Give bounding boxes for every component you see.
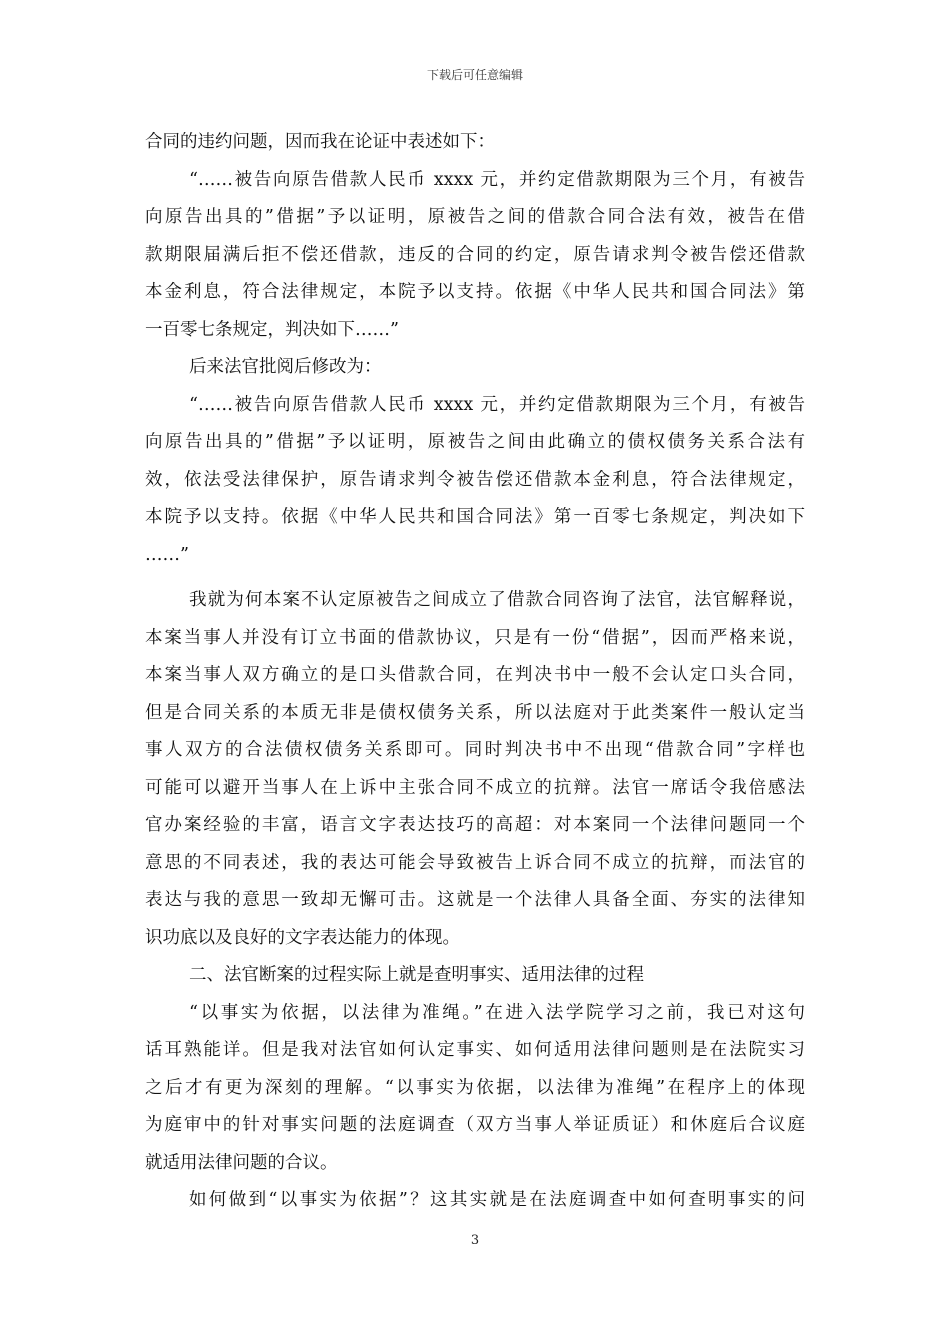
- quote-line: 效，依法受法律保护，原告请求判令被告偿还借款本金利息，符合法律规定，: [145, 469, 805, 490]
- paragraph-line: “以事实为依据，以法律为准绳。”在进入法学院学习之前，我已对这句: [189, 1002, 805, 1023]
- quote-line: ……”: [145, 544, 189, 565]
- paragraph-line: 本案当事人并没有订立书面的借款协议，只是有一份“借据”，因而严格来说，: [145, 627, 805, 648]
- paragraph-line: 为庭审中的针对事实问题的法庭调查（双方当事人举证质证）和休庭后合议庭: [145, 1115, 805, 1135]
- paragraph-line: 可能可以避开当事人在上诉中主张合同不成立的抗辩。法官一席话令我倍感法: [145, 777, 805, 798]
- text-line: 后来法官批阅后修改为：: [189, 357, 382, 377]
- document-body: [145, 124, 805, 1220]
- quote-line: 本金利息，符合法律规定，本院予以支持。依据《中华人民共和国合同法》第: [145, 282, 805, 302]
- text-line: 合同的违约问题，因而我在论证中表述如下：: [145, 132, 495, 152]
- paragraph-line: 官办案经验的丰富，语言文字表达技巧的高超：对本案同一个法律问题同一个: [145, 815, 805, 835]
- paragraph-line: 识功底以及良好的文字表达能力的体现。: [145, 927, 460, 948]
- paragraph-line: 表达与我的意思一致却无懈可击。这就是一个法律人具备全面、夯实的法律知: [145, 890, 805, 910]
- paragraph-line: 意思的不同表述，我的表达可能会导致被告上诉合同不成立的抗辩，而法官的: [145, 852, 805, 873]
- paragraph-line: 本案当事人双方确立的是口头借款合同，在判决书中一般不会认定口头合同，: [145, 665, 805, 685]
- paragraph-spacer: [145, 574, 805, 582]
- quote-line: “……被告向原告借款人民币 xxxx 元，并约定借款期限为三个月，有被告: [189, 394, 805, 415]
- quote-line: 一百零七条规定，判决如下……”: [145, 319, 399, 340]
- paragraph-line: 话耳熟能详。但是我对法官如何认定事实、如何适用法律问题则是在法院实习: [145, 1040, 805, 1060]
- paragraph-line: 我就为何本案不认定原被告之间成立了借款合同咨询了法官，法官解释说，: [189, 590, 805, 610]
- quote-line: “……被告向原告借款人民币 xxxx 元，并约定借款期限为三个月，有被告: [189, 169, 805, 190]
- paragraph-line: 之后才有更为深刻的理解。“以事实为依据，以法律为准绳”在程序上的体现: [145, 1077, 805, 1098]
- section-heading: 二、法官断案的过程实际上就是查明事实、适用法律的过程: [189, 965, 644, 985]
- quote-line: 本院予以支持。依据《中华人民共和国合同法》第一百零七条规定，判决如下: [145, 507, 805, 527]
- paragraph-line: 但是合同关系的本质无非是债权债务关系，所以法庭对于此类案件一般认定当: [145, 702, 805, 723]
- paragraph-line: 事人双方的合法债权债务关系即可。同时判决书中不出现“借款合同”字样也: [145, 740, 805, 760]
- page-number: 3: [470, 1233, 480, 1248]
- quote-line: 向原告出具的”借据”予以证明，原被告之间由此确立的债权债务关系合法有: [145, 432, 805, 452]
- paragraph-line: 就适用法律问题的合议。: [145, 1152, 338, 1173]
- paragraph-line: 如何做到“以事实为依据”？这其实就是在法庭调查中如何查明事实的问: [189, 1190, 805, 1210]
- page-header: 下载后可任意编辑: [426, 68, 523, 82]
- quote-line: 款期限届满后拒不偿还借款，违反的合同的约定，原告请求判令被告偿还借款: [145, 244, 805, 265]
- quote-line: 向原告出具的”借据”予以证明，原被告之间的借款合同合法有效，被告在借: [145, 207, 805, 227]
